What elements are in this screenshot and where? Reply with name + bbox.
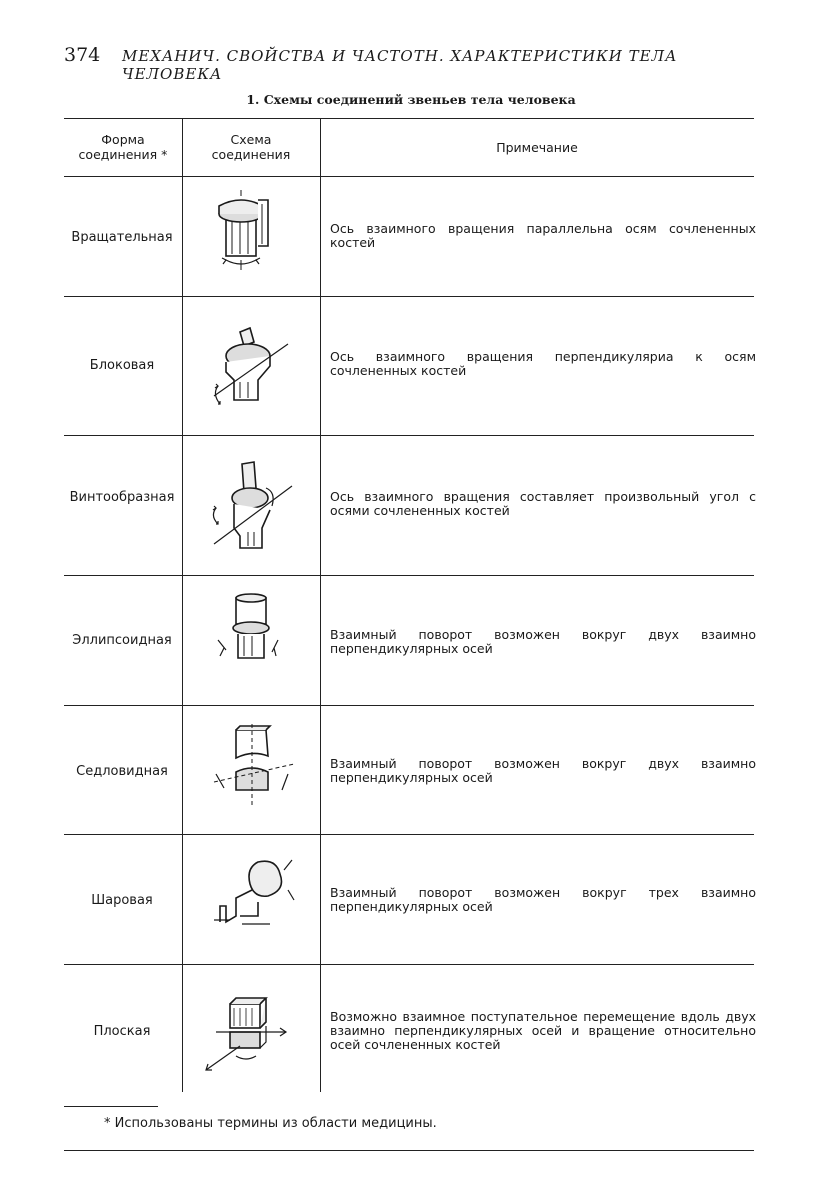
plane-joint-icon (196, 982, 308, 1082)
row-form-saddle: Седловидная (76, 764, 168, 779)
page-header (64, 44, 764, 83)
column-header-note: Примечание (496, 140, 578, 155)
row-divider (64, 435, 754, 436)
hinge-joint-icon (196, 322, 308, 422)
row-form-plane: Плоская (93, 1024, 151, 1039)
row-divider (64, 705, 754, 706)
ellipsoid-joint-icon (196, 590, 308, 690)
row-form-helical: Винтообразная (69, 490, 175, 505)
column-header-scheme: Схема соединения (211, 132, 291, 162)
page-bottom-rule (64, 1150, 754, 1151)
row-note-hinge: Ось взаимного вращения перпендикуляриа к осям сочлененных костей (330, 349, 756, 378)
row-form-ellipsoid: Эллипсоидная (72, 633, 172, 648)
column-divider (182, 118, 183, 1092)
row-divider (64, 296, 754, 297)
column-header-form: Форма соединения * (78, 132, 168, 162)
table-top-rule (64, 118, 754, 119)
footnote-rule (64, 1106, 158, 1107)
rotational-joint-icon (196, 186, 308, 286)
row-form-ball: Шаровая (91, 893, 153, 908)
row-note-helical: Ось взаимного вращения составляет произвольный угол с осями сочлененных костей (330, 489, 756, 518)
row-divider (64, 964, 754, 965)
table-caption: 1. Схемы соединений звеньев тела человека (246, 92, 576, 107)
saddle-joint-icon (196, 720, 308, 820)
row-note-saddle: Взаимный поворот возможен вокруг двух взаимно перпендикулярных осей (330, 756, 756, 785)
table-header-rule (64, 176, 754, 177)
page-number: 374 (64, 44, 101, 66)
row-form-hinge: Блоковая (89, 358, 155, 373)
running-title: МЕХАНИЧ. СВОЙСТВА И ЧАСТОТН. ХАРАКТЕРИСТИКИ ТЕЛА ЧЕЛОВЕКА (122, 47, 678, 83)
footnote: * Использованы термины из области медицины. (104, 1116, 437, 1131)
column-divider (320, 118, 321, 1092)
row-note-rotational: Ось взаимного вращения параллельна осям сочлененных костей (330, 221, 756, 250)
ball-joint-icon (196, 850, 308, 950)
row-form-rotational: Вращательная (71, 230, 173, 245)
row-note-ball: Взаимный поворот возможен вокруг трех взаимно перпендикулярных осей (330, 885, 756, 914)
row-note-plane: Возможно взаимное поступательное перемещение вдоль двух взаимно перпендикулярных осей и вращение относительно осей сочлененных костей (330, 1009, 756, 1052)
row-note-ellipsoid: Взаимный поворот возможен вокруг двух взаимно перпендикулярных осей (330, 627, 756, 656)
helical-joint-icon (196, 458, 308, 558)
row-divider (64, 834, 754, 835)
row-divider (64, 575, 754, 576)
